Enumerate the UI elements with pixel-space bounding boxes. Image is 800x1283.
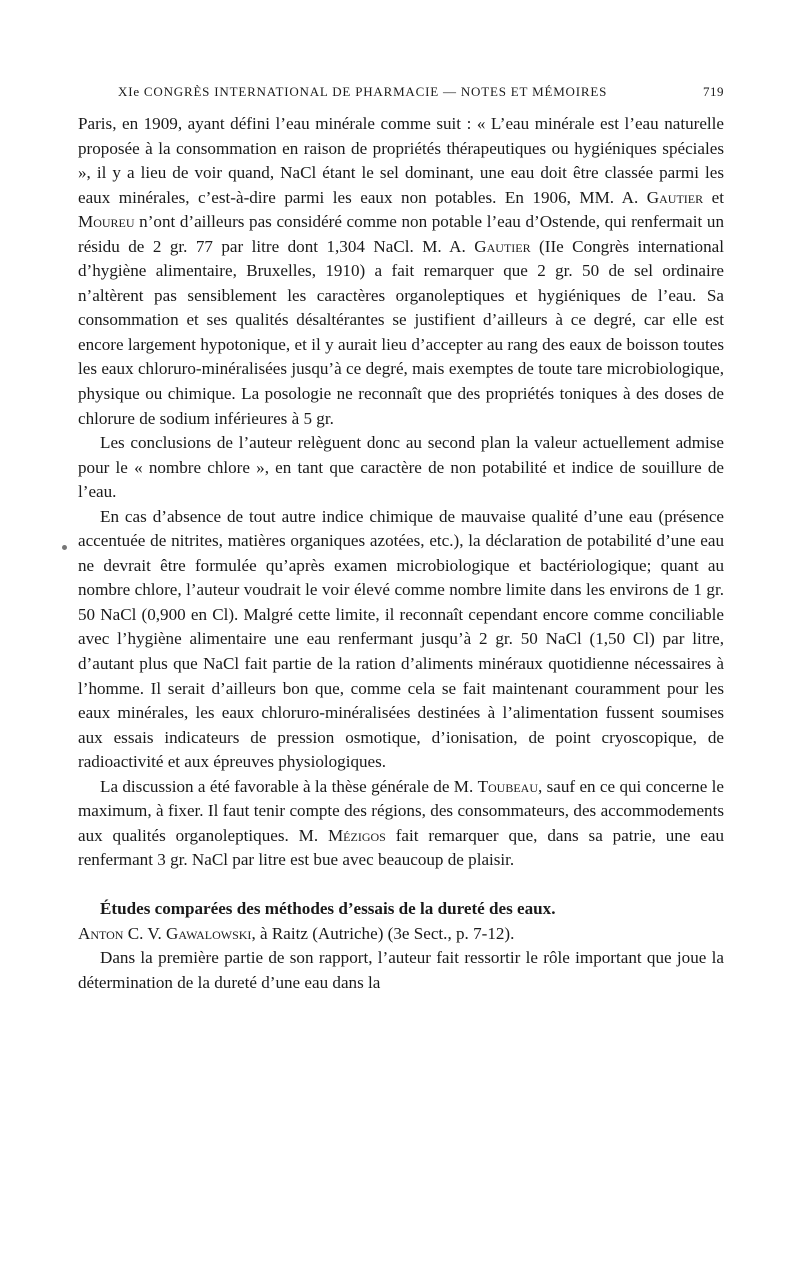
author-name: Gautier — [474, 236, 531, 256]
text-run: , à Raitz (Autriche) (3e Sect., p. 7-12). — [251, 923, 515, 943]
margin-mark — [62, 545, 67, 550]
running-head — [118, 84, 724, 100]
author-name: Gautier — [646, 187, 704, 207]
text-run: Les conclusions de l’auteur relèguent donc au second plan la valeur actuellement admise pour le « nombre chlore », en tant que caractère de non potabilité et indice de souillure de l’eau. — [78, 433, 724, 502]
text-run: La discussion a été favorable à la thèse générale de M. — [100, 776, 478, 796]
section — [78, 897, 724, 995]
section-title: Études comparées des méthodes d’essais de la dureté des eaux. — [100, 898, 556, 918]
text-run: , sauf en ce qui concerne le maximum, à fixer. Il faut tenir compte des régions, des consommateurs, des accommodements aux qualités organoleptiques. M. — [78, 776, 724, 845]
paragraph — [78, 775, 724, 873]
text-run: et — [703, 187, 724, 207]
paragraph — [78, 505, 724, 775]
text-run: En cas d’absence de tout autre indice chimique de mauvaise qualité d’une eau (présence accentuée de nitrites, matières organiques azotées, etc.), la déclaration de potabilité d’une eau ne devrait être formulée qu’après examen microbiologique et bactériologique; quant au nombre chlore, l’auteur voudrait le voir élevé comme nombre limite dans les environs de 1 gr. 50 NaCl (0,900 en Cl). Malgré cette limite, il reconnaît cependant encore comme conciliable avec l’hygiène alimentaire une eau renfermant jusqu’à 2 gr. 50 NaCl (1,50 Cl) par litre, d’autant plus que NaCl fait partie de la ration d’aliments minéraux quotidienne nécessaires à l’homme. Il serait d’ailleurs bon que, comme cela se fait maintenant couramment pour les eaux minérales, les eaux chloruro-minéralisées destinées à l’alimentation fussent soumises aux essais indicateurs de pression osmotique, d’ionisation, de point cryoscopique, de radioactivité et aux épreuves physiologiques. — [78, 506, 724, 772]
section-author — [78, 922, 724, 947]
text-run: n’ont d’ailleurs pas considéré comme non potable l’eau d’Ostende, qui renfermait un résidu de 2 gr. 77 par litre dont 1,304 NaCl. M. A. — [78, 212, 724, 256]
page — [78, 84, 724, 995]
text-run: Paris, en 1909, ayant défini l’eau minérale comme suit : « L’eau minérale est l’eau naturelle proposée à la consommation en raison de propriétés thérapeutiques ou hygiéniques spéciales », il y a lieu de voir quand, NaCl étant le sel dominant, une eau doit être classée parmi les eaux minérales, c’est-à-dire parmi les eaux non potables. En 1906, MM. A. — [78, 114, 724, 207]
text-run: fait remarquer que, dans sa patrie, une eau renfermant 3 gr. NaCl par litre est bue avec beaucoup de plaisir. — [78, 825, 724, 870]
text-run: (IIe Congrès international d’hygiène alimentaire, Bruxelles, 1910) a fait remarquer que 2 gr. 50 de sel ordinaire n’altèrent pas sensiblement les caractères organoleptiques et hygiéniques de l’eau. Sa consommation et ses qualités désaltérantes se justifient d’ailleurs à ce degré, car elle est encore largement hypotonique, et il y aurait lieu d’accepter au rang des eaux de boisson toutes les eaux chloruro-minéralisées jusqu’à ce degré, mais exemptes de toute tare microbiologique, physique ou chimique. La posologie ne reconnaît que des propriétés toniques à des doses de chlorure de sodium inférieures à 5 gr. — [78, 236, 724, 428]
page-number: 719 — [703, 84, 724, 99]
author-name: Moureu — [78, 212, 135, 232]
author-name: Anton C. V. Gawalowski — [78, 923, 252, 943]
author-name: Toubeau — [477, 776, 539, 796]
paragraph — [78, 431, 724, 505]
author-name: Mézigos — [327, 825, 386, 845]
section-paragraph: Dans la première partie de son rapport, l’auteur fait ressortir le rôle important que joue la détermination de la dureté d’une eau dans la — [78, 948, 724, 992]
body-text — [78, 112, 724, 873]
running-head-title: XIe CONGRÈS INTERNATIONAL DE PHARMACIE — NOTES ET MÉMOIRES — [118, 84, 608, 99]
paragraph — [78, 112, 724, 431]
